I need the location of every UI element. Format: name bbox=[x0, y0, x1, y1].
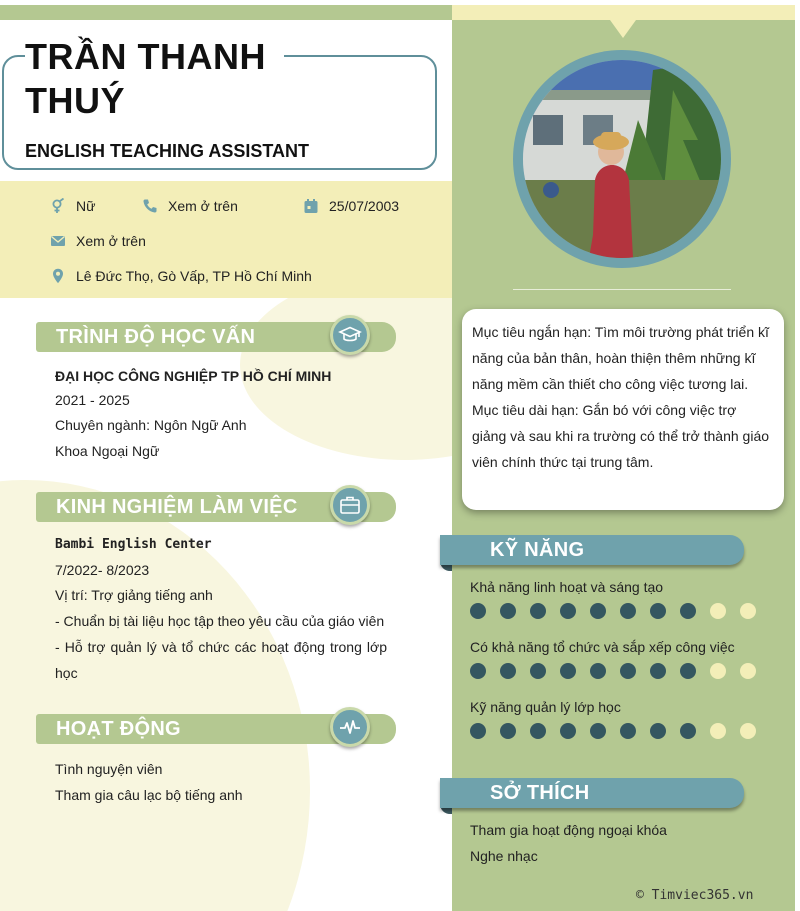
calendar-icon bbox=[303, 198, 319, 214]
skill-dot bbox=[560, 663, 576, 679]
skill-dot bbox=[710, 603, 726, 619]
skill-dot bbox=[680, 663, 696, 679]
section-title: HOẠT ĐỘNG bbox=[56, 718, 181, 740]
contact-email: Xem ở trên bbox=[50, 233, 146, 249]
skill-dot bbox=[470, 723, 486, 739]
photo-pointer bbox=[610, 20, 636, 38]
skill-dot bbox=[710, 723, 726, 739]
contact-panel bbox=[0, 181, 452, 298]
watermark: © Timviec365.vn bbox=[636, 888, 754, 903]
phone-icon bbox=[142, 198, 158, 214]
skill-dot bbox=[710, 663, 726, 679]
contact-address: Lê Đức Thọ, Gò Vấp, TP Hồ Chí Minh bbox=[50, 268, 312, 284]
objective-card bbox=[462, 309, 784, 510]
education-school: ĐẠI HỌC CÔNG NGHIỆP TP HỒ CHÍ MINH bbox=[55, 368, 332, 384]
skill-dot bbox=[530, 723, 546, 739]
skill-label: Khả năng linh hoạt và sáng tạo bbox=[470, 579, 664, 595]
profile-photo bbox=[523, 60, 721, 258]
section-title: KỸ NĂNG bbox=[490, 539, 585, 561]
location-icon bbox=[50, 268, 66, 284]
graduation-cap-icon bbox=[330, 315, 370, 355]
hobby-item: Tham gia hoạt động ngoại khóa bbox=[470, 822, 667, 838]
activities-header bbox=[36, 714, 396, 744]
skill-dot bbox=[560, 603, 576, 619]
experience-period: 7/2022- 8/2023 bbox=[55, 562, 150, 578]
education-years: 2021 - 2025 bbox=[55, 392, 130, 408]
experience-company: Bambi English Center bbox=[55, 537, 212, 552]
skill-dot bbox=[470, 603, 486, 619]
skill-dot bbox=[530, 663, 546, 679]
education-faculty: Khoa Ngoại Ngữ bbox=[55, 443, 160, 459]
experience-duty: - Chuẩn bị tài liệu học tập theo yêu cầu của giáo viên bbox=[55, 613, 385, 629]
skill-dot bbox=[590, 663, 606, 679]
skill-label: Kỹ năng quản lý lớp học bbox=[470, 699, 621, 715]
education-header bbox=[36, 322, 396, 352]
skills-header bbox=[440, 535, 744, 565]
objective-long-term: Mục tiêu dài hạn: Gắn bó với công việc trợ giảng và sau khi ra trường có thể trở thành giáo viên chính thức tại trung tâm. bbox=[472, 402, 770, 470]
activity-item: Tình nguyện viên bbox=[55, 761, 163, 777]
skill-dot bbox=[530, 603, 546, 619]
briefcase-icon bbox=[330, 485, 370, 525]
candidate-name: TRẦN THANH THUÝ bbox=[25, 35, 272, 123]
top-strip bbox=[0, 5, 452, 20]
gender-icon bbox=[50, 198, 66, 214]
skill-dot bbox=[740, 723, 756, 739]
pulse-icon bbox=[330, 707, 370, 747]
skill-dot bbox=[500, 723, 516, 739]
skill-dot bbox=[650, 603, 666, 619]
contact-phone: Xem ở trên bbox=[142, 198, 238, 214]
skill-dot bbox=[740, 603, 756, 619]
top-strip bbox=[452, 5, 795, 20]
hobby-item: Nghe nhạc bbox=[470, 848, 538, 864]
skill-dot bbox=[590, 723, 606, 739]
mail-icon bbox=[50, 233, 66, 249]
education-major: Chuyên ngành: Ngôn Ngữ Anh bbox=[55, 417, 247, 433]
experience-duty: - Hỗ trợ quản lý và tổ chức các hoạt động trong lớp học bbox=[55, 639, 387, 681]
skill-dot bbox=[500, 663, 516, 679]
activity-item: Tham gia câu lạc bộ tiếng anh bbox=[55, 787, 243, 803]
skill-dot bbox=[470, 663, 486, 679]
skill-rating bbox=[470, 663, 770, 679]
experience-header bbox=[36, 492, 396, 522]
section-title: KINH NGHIỆM LÀM VIỆC bbox=[56, 496, 298, 518]
objective-short-term: Mục tiêu ngắn hạn: Tìm môi trường phát triển kĩ năng của bản thân, hoàn thiện thêm những kĩ năng mềm cần thiết cho công việc tương lai. bbox=[472, 324, 769, 392]
skill-dot bbox=[620, 603, 636, 619]
divider bbox=[513, 289, 731, 290]
skill-label: Có khả năng tổ chức và sắp xếp công việc bbox=[470, 639, 735, 655]
skill-dot bbox=[620, 663, 636, 679]
skill-dot bbox=[650, 723, 666, 739]
experience-position: Vị trí: Trợ giảng tiếng anh bbox=[55, 587, 213, 603]
skill-rating bbox=[470, 603, 770, 619]
skill-dot bbox=[590, 603, 606, 619]
skill-dot bbox=[680, 603, 696, 619]
contact-birthdate: 25/07/2003 bbox=[303, 198, 399, 214]
skill-dot bbox=[620, 723, 636, 739]
job-title: ENGLISH TEACHING ASSISTANT bbox=[25, 141, 310, 161]
skill-dot bbox=[680, 723, 696, 739]
section-title: TRÌNH ĐỘ HỌC VẤN bbox=[56, 326, 256, 348]
skill-dot bbox=[740, 663, 756, 679]
skill-rating bbox=[470, 723, 770, 739]
skill-dot bbox=[650, 663, 666, 679]
contact-gender: Nữ bbox=[50, 198, 95, 214]
skill-dot bbox=[500, 603, 516, 619]
hobbies-header bbox=[440, 778, 744, 808]
section-title: SỞ THÍCH bbox=[490, 782, 590, 804]
skill-dot bbox=[560, 723, 576, 739]
